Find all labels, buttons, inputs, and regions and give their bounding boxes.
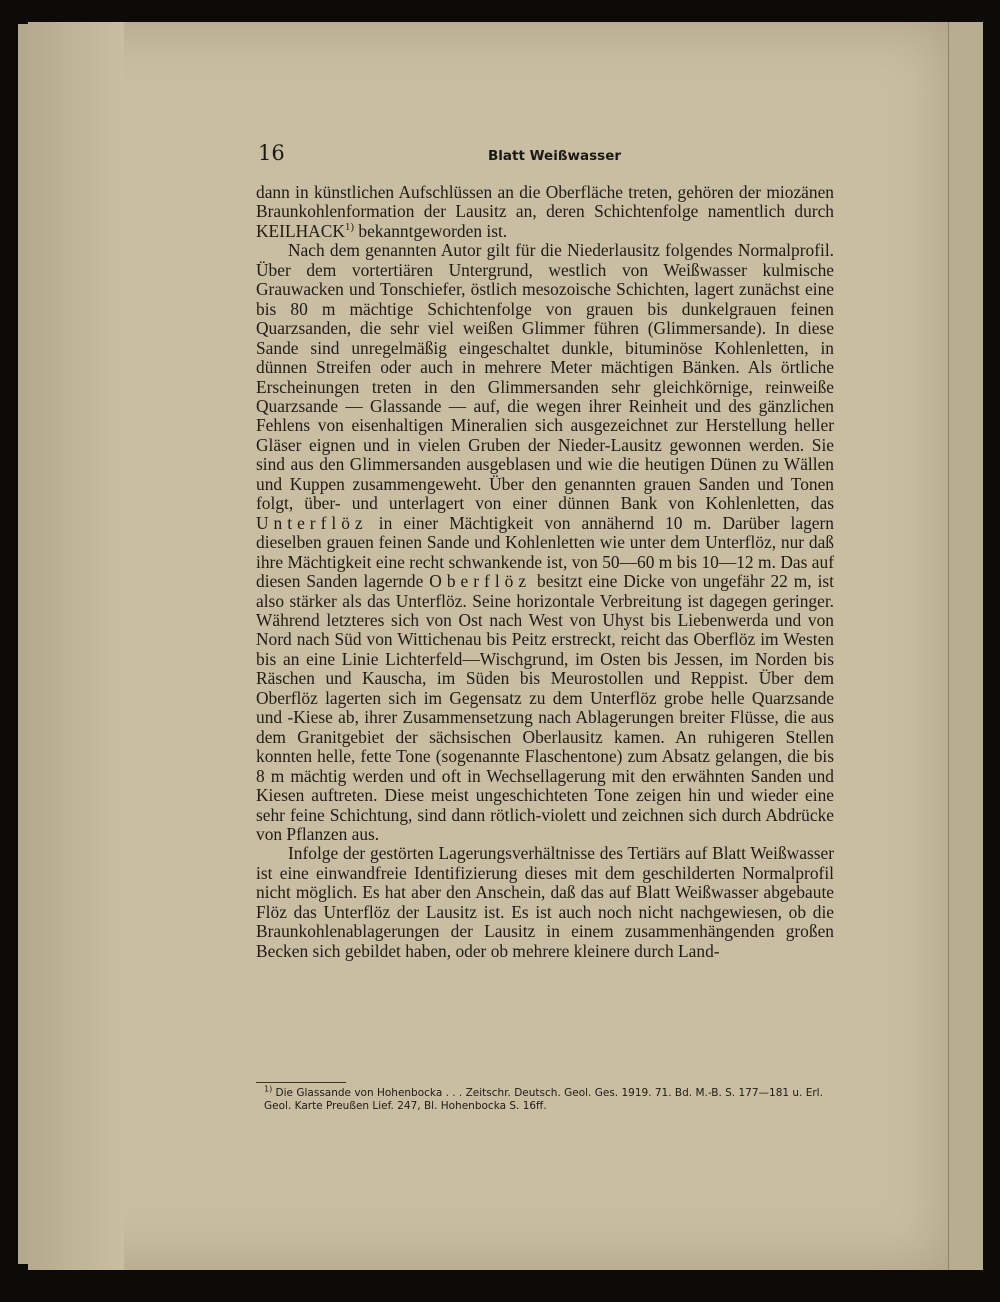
paragraph-3-text: Infolge der gestörten Lagerungsverhältnisse des Tertiärs auf Blatt Weißwasser ist eine einwandfreie Identifizierung dieses mit dem geschilderten Normalprofil nicht möglich. Es hat aber den Anschein, daß das auf Blatt Weißwasser abgebaute Flöz das Unterflöz der Lausitz ist. Es ist auch noch nicht nachgewiesen, ob die Braunkohlenablagerungen der Lausitz in einem zusammenhängenden großen Becken sich gebildet haben, oder ob mehrere kleinere durch Land- — [256, 843, 834, 961]
footnote — [264, 1084, 834, 1113]
paragraph-2 — [256, 241, 834, 844]
body-text — [256, 183, 834, 961]
running-header: Blatt Weißwasser — [488, 148, 622, 164]
paragraph-2-part-c: besitzt eine Dicke von ungefähr 22 m, ist also stärker als das Unterflöz. Seine horizontale Verbreitung ist dagegen geringer. Während letzteres sich von Ost nach West von Uhyst bis Liebenwerda und von Nord nach Süd von Wittichenau bis Peitz erstreckt, reicht das Oberflöz im Westen bis an eine Linie Lichterfeld—Wischgrund, im Osten bis Jessen, im Norden bis Räschen und Kauscha, im Süden bis Meurostollen und Reppist. Über dem Oberflöz lagerten sich im Gegensatz zu dem Unterflöz grobe helle Quarzsande und -Kiese ab, ihrer Zusammensetzung nach Ablagerungen breiter Flüsse, die aus dem Granitgebiet der sächsischen Oberlausitz kamen. An ruhigeren Stellen konnten helle, fette Tone (sogenannte Flaschentone) zum Absatz gelangen, die bis 8 m mächtig werden und oft in Wechsellagerung mit den erwähnten Sanden und Kiesen auftreten. Diese meist ungeschichteten Tone zeigen hin und wieder eine sehr feine Schichtung, sind dann rötlich-violett und zeichnen sich durch Abdrücke von Pflanzen aus. — [256, 571, 835, 844]
next-page-edge — [948, 22, 983, 1270]
footnote-reference: 1) — [344, 221, 355, 234]
term-unterfloz: Unterflöz — [256, 512, 368, 533]
term-oberfloz: Oberflöz — [429, 571, 532, 592]
paragraph-2-part-a: Nach dem genannten Autor gilt für die Niederlausitz folgendes Normalprofil. Über dem vortertiären Untergrund, westlich von Weißwasser kulmische Grauwacken und Tonschiefer, östlich mesozoische Schichten, lagert zunächst eine bis 80 m mächtige Schichtenfolge von grauen bis dunkelgrauen feinen Quarzsanden, die sehr viel weißen Glimmer führen (Glimmersande). In diese Sande sind unregelmäßig eingeschaltet dunkle, bituminöse Kohlenletten, in dünnen Streifen oder auch in mehrere Meter mächtigen Bänken. Als örtliche Erscheinungen treten in den Glimmersanden sehr gleichkörnige, reinweiße Quarzsande — Glassande — auf, die wegen ihrer Reinheit und des gänzlichen Fehlens von eisenhaltigen Mineralien sich ausgezeichnet zur Herstellung heller Gläser eignen und in vielen Gruben der Nieder-Lausitz gewonnen werden. Sie sind aus den Glimmersanden ausgeblasen und wie die heutigen Dünen zu Wällen und Kuppen zusammengeweht. Über den genannten grauen Sanden und Tonen folgt, über- und unterlagert von einer dünnen Bank von Kohlenletten, das — [256, 240, 834, 514]
footnote-divider — [256, 1082, 346, 1083]
footnote-text: Die Glassande von Hohenbocka . . . Zeitschr. Deutsch. Geol. Ges. 1919. 71. Bd. M.-B. S. 177—181 u. Erl. Geol. Karte Preußen Lief. 247, Bl. Hohenbocka S. 16ff. — [264, 1087, 823, 1112]
paragraph-1 — [256, 183, 834, 241]
paragraph-2-part-b: in einer Mächtigkeit von annähernd 10 m. Darüber lagern dieselben grauen feinen Sande und Kohlenletten wie unter dem Unterflöz, nur daß ihre Mächtigkeit eine recht schwankende ist, von 50—60 m bis 10—12 m. Das auf diesen Sanden lagernde — [256, 512, 834, 592]
paragraph-1-text: dann in künstlichen Aufschlüssen an die Oberfläche treten, gehören der miozänen Braunkohlenformation der Lausitz an, deren Schichtenfolge namentlich durch KEILHACK — [256, 182, 834, 241]
footnote-marker: 1) — [264, 1084, 273, 1094]
page-number: 16 — [258, 141, 285, 165]
paragraph-1-end: bekanntgeworden ist. — [354, 220, 508, 241]
page-gutter-shadow — [28, 22, 124, 1270]
paragraph-3 — [256, 844, 834, 961]
